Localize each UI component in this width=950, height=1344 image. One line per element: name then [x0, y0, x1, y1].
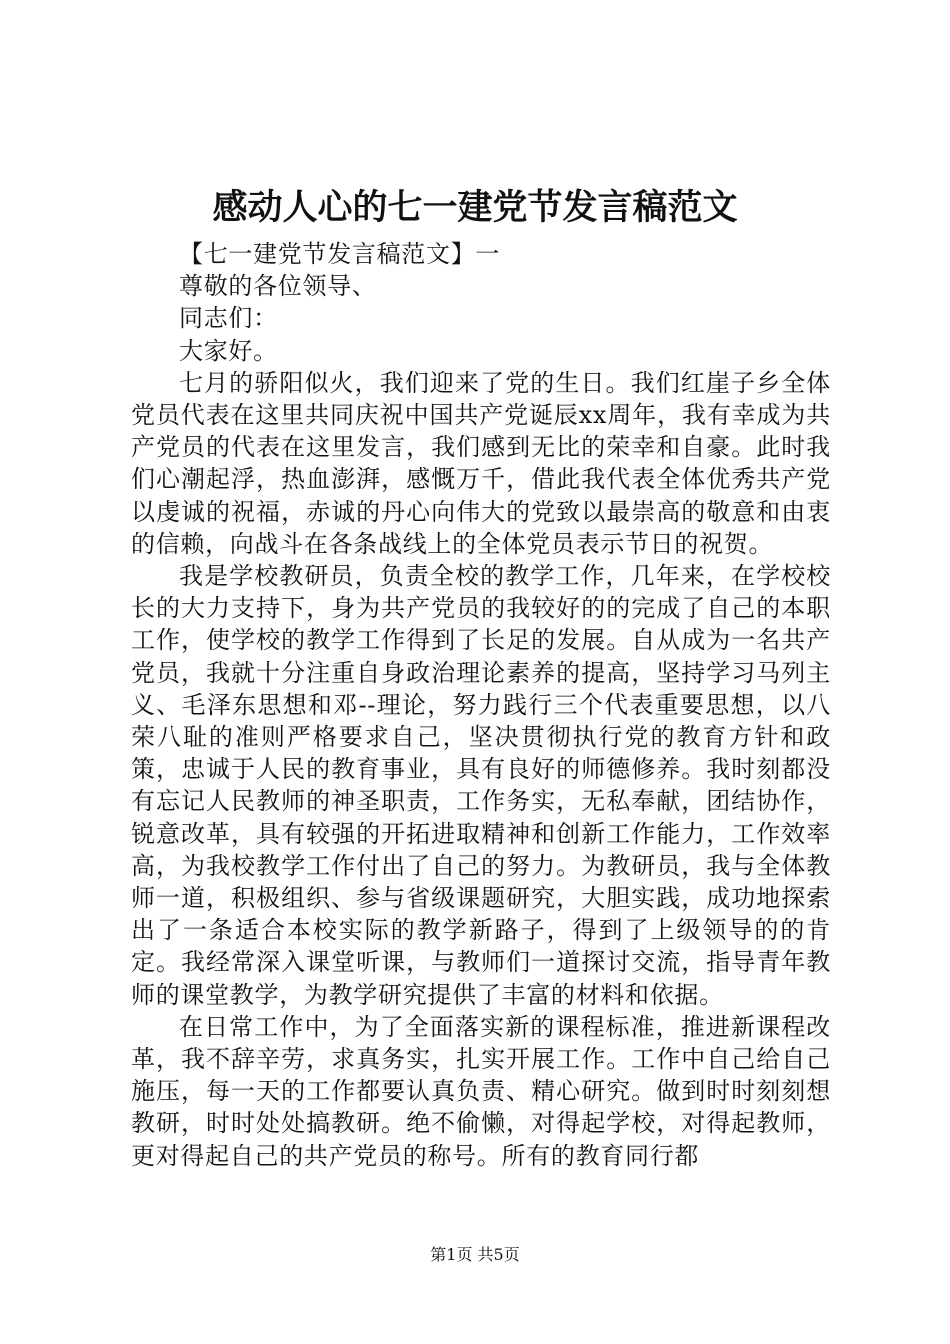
paragraph-comrades: 同志们： [179, 304, 278, 333]
paragraph-body-2: 我是学校教研员，负责全校的教学工作，几年来，在学校校长的大力支持下，身为共产党员的我较好的的完成了自己的本职工作，使学校的教学工作得到了长足的发展。自从成为一名共产党员，我就十分注重自身政治理论素养的提高，坚持学习马列主义、毛泽东思想和邓--理论，努力践行三个代表重要思想，以八荣八耻的准则严格要求自己，坚决贯彻执行党的教育方针和政策，忠诚于人民的教育事业，具有良好的师德修养。我时刻都没有忘记人民教师的神圣职责，工作务实，无私奉献，团结协作，锐意改革，具有较强的开拓进取精神和创新工作能力，工作效率高，为我校教学工作付出了自己的努力。为教研员，我与全体教师一道，积极组织、参与省级课题研究，大胆实践，成功地探索出了一条适合本校实际的教学新路子，得到了上级领导的的肯定。我经常深入课堂听课，与教师们一道探讨交流，指导青年教师的课堂教学，为教学研究提供了丰富的材料和依据。 [131, 562, 831, 1009]
page-number-footer: 第1页 共5页 [430, 1245, 520, 1264]
paragraph-greeting: 大家好。 [179, 336, 278, 365]
document-body [131, 238, 831, 1172]
paragraph-body-3: 在日常工作中，为了全面落实新的课程标准，推进新课程改革，我不辞辛劳，求真务实，扎实开展工作。工作中自己给自己施压，每一天的工作都要认真负责、精心研究。做到时时刻刻想教研，时时处处搞教研。绝不偷懒，对得起学校，对得起教师，更对得起自己的共产党员的称号。所有的教育同行都 [131, 1012, 831, 1170]
paragraph-body-1: 七月的骄阳似火，我们迎来了党的生日。我们红崖子乡全体党员代表在这里共同庆祝中国共产党诞辰xx周年，我有幸成为共产党员的代表在这里发言，我们感到无比的荣幸和自豪。此时我们心潮起浮，热血澎湃，感慨万千，借此我代表全体优秀共产党以虔诚的祝福，赤诚的丹心向伟大的党致以最崇高的敬意和由衷的信赖，向战斗在各条战线上的全体党员表示节日的祝贺。 [131, 368, 831, 558]
paragraph-salutation: 尊敬的各位领导、 [179, 272, 377, 301]
paragraph-heading: 【七一建党节发言稿范文】一 [179, 240, 501, 268]
document-title: 感动人心的七一建党节发言稿范文 [212, 187, 738, 228]
